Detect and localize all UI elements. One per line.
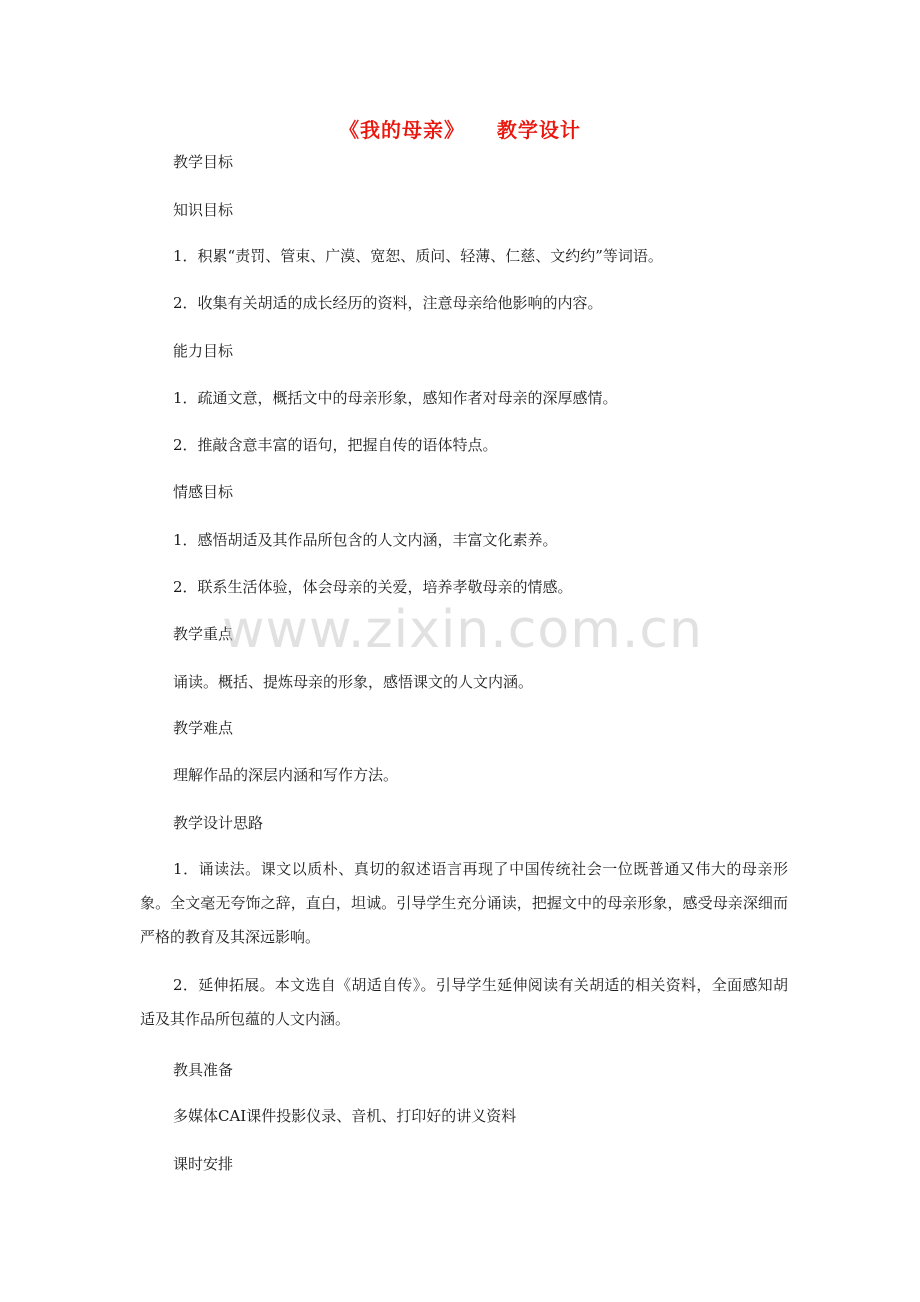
knowledge-item-1: 1．积累“责罚、管束、广漠、宽恕、质问、轻薄、仁慈、文约约”等词语。 — [173, 247, 663, 265]
heading-teaching-goals: 教学目标 — [173, 153, 234, 171]
heading-difficulties: 教学难点 — [173, 719, 234, 737]
heading-emotion-goals: 情感目标 — [173, 483, 234, 501]
heading-key-points: 教学重点 — [173, 625, 234, 643]
difficulties-text: 理解作品的深层内涵和写作方法。 — [173, 766, 399, 784]
design-item-2: 2．延伸拓展。本文选自《胡适自传》。引导学生延伸阅读有关胡适的相关资料，全面感知胡适及其作品所包蕴的人文内涵。 — [140, 976, 788, 1028]
emotion-item-2: 2．联系生活体验，体会母亲的关爱，培养孝敬母亲的情感。 — [173, 578, 573, 596]
heading-teaching-aids: 教具准备 — [173, 1061, 234, 1079]
heading-design-ideas: 教学设计思路 — [173, 814, 264, 832]
design-item-1: 1．诵读法。课文以质朴、真切的叙述语言再现了中国传统社会一位既普通又伟大的母亲形象。全文毫无夸饰之辞，直白，坦诚。引导学生充分诵读，把握文中的母亲形象，感受母亲深细而严格的教育及其深远影响。 — [140, 860, 788, 946]
emotion-item-1: 1．感悟胡适及其作品所包含的人文内涵，丰富文化素养。 — [173, 531, 558, 549]
watermark: www.zixin.com.cn — [222, 600, 703, 660]
knowledge-item-2: 2．收集有关胡适的成长经历的资料，注意母亲给他影响的内容。 — [173, 294, 603, 312]
heading-ability-goals: 能力目标 — [173, 342, 234, 360]
heading-knowledge-goals: 知识目标 — [173, 201, 234, 219]
ability-item-1: 1．疏通文意，概括文中的母亲形象，感知作者对母亲的深厚感情。 — [173, 389, 618, 407]
teaching-aids-text: 多媒体CAI课件投影仪录、音机、打印好的讲义资料 — [173, 1107, 517, 1125]
ability-item-2: 2．推敲含意丰富的语句，把握自传的语体特点。 — [173, 436, 498, 454]
document-title: 《我的母亲》 教学设计 — [339, 118, 581, 142]
key-points-text: 诵读。概括、提炼母亲的形象，感悟课文的人文内涵。 — [173, 673, 534, 691]
heading-class-schedule: 课时安排 — [173, 1155, 234, 1173]
